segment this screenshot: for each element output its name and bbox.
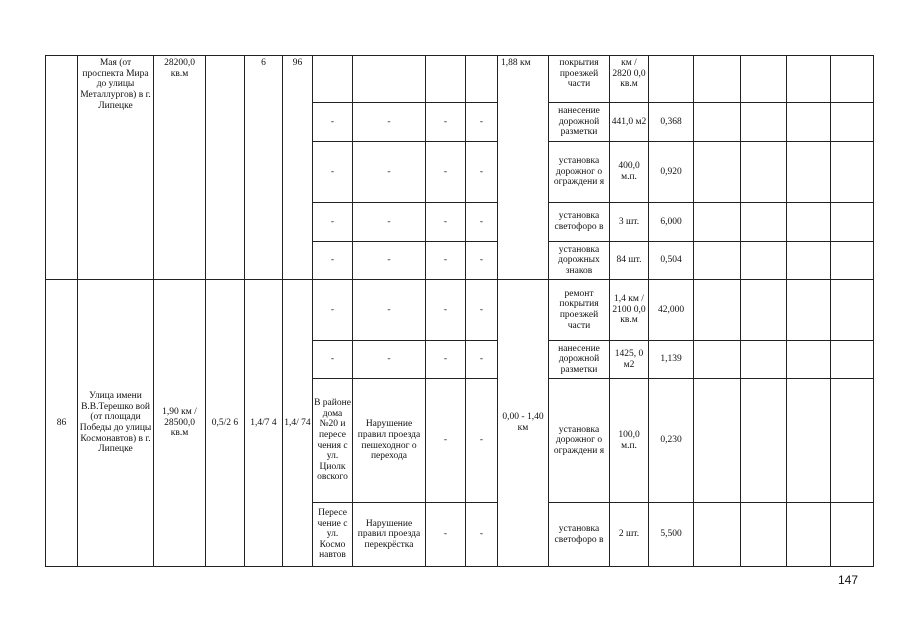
table-cell: нанесение дорожной разметки bbox=[558, 343, 600, 375]
table-cell: установка светофоро в bbox=[554, 211, 604, 232]
table-cell: 1,4 км / 2100 0,0 кв.м bbox=[612, 294, 646, 326]
table-cell: В районе дома №20 и пересе чения с ул. Циолк овского bbox=[314, 398, 351, 483]
table-cell: покрытия проезжей части bbox=[559, 58, 599, 90]
grid-line bbox=[693, 55, 694, 567]
table-cell: 0,230 bbox=[660, 435, 682, 446]
table-cell: - bbox=[479, 435, 484, 446]
grid-line bbox=[786, 55, 787, 567]
table-cell: Мая (от проспекта Мира до улицы Металлургов) в г. Липецке bbox=[80, 58, 151, 111]
table-cell: 1,90 км / 28500,0 кв.м bbox=[162, 407, 197, 439]
table-cell: 0,00 - 1,40 км bbox=[502, 412, 544, 433]
table-cell: 96 bbox=[292, 58, 303, 68]
table-cell: - bbox=[479, 116, 484, 127]
table-cell: Нарушение правил проезда перекрёстка bbox=[357, 518, 421, 550]
table-cell: - bbox=[330, 216, 335, 227]
table-cell: установка светофоро в bbox=[554, 523, 604, 545]
table-cell: установка дорожног о ограждени я bbox=[553, 424, 605, 456]
table-cell: 42,000 bbox=[657, 304, 685, 315]
table-cell: Улица имени В.В.Терешко вой (от площади Победы до улицы Космонавтов) в г. Липецке bbox=[79, 391, 152, 455]
table-cell: - bbox=[479, 166, 484, 177]
table-cell: 1,4/ 74 bbox=[284, 417, 311, 428]
table-cell: - bbox=[330, 304, 335, 315]
table-cell: 5,500 bbox=[660, 529, 682, 540]
table-cell: - bbox=[443, 304, 448, 315]
table-cell: - bbox=[443, 354, 448, 365]
table-cell: Нарушение правил проезда пешеходног о перехода bbox=[357, 419, 421, 462]
table-cell: 1425, 0 м2 bbox=[614, 348, 644, 370]
table-cell: км / 2820 0,0 кв.м bbox=[612, 58, 646, 90]
table-cell: 6 bbox=[261, 58, 266, 68]
table-cell: 0,920 bbox=[660, 166, 682, 177]
table-cell: 1,88 км bbox=[501, 58, 531, 68]
table-cell: - bbox=[387, 216, 391, 227]
table-cell: 100,0 м.п. bbox=[618, 429, 640, 451]
table-cell: 6,000 bbox=[660, 216, 682, 227]
table-cell: - bbox=[330, 116, 335, 127]
table-cell: - bbox=[443, 529, 448, 540]
table-cell: 28200,0 кв.м bbox=[164, 58, 195, 79]
table-cell: 1,139 bbox=[660, 354, 682, 365]
table-cell: - bbox=[330, 354, 335, 365]
grid-line bbox=[740, 55, 741, 567]
table-cell: 86 bbox=[56, 417, 67, 428]
table-cell: - bbox=[330, 255, 335, 266]
grid-line bbox=[45, 566, 874, 567]
table-cell: - bbox=[387, 304, 391, 315]
table-cell: - bbox=[443, 166, 448, 177]
table-cell: 0,5/2 6 bbox=[211, 417, 239, 428]
table-cell: - bbox=[443, 116, 448, 127]
table-cell: - bbox=[330, 166, 335, 177]
table-cell: 0,504 bbox=[660, 255, 682, 266]
table-cell: установка дорожног о ограждени я bbox=[553, 156, 605, 188]
table-cell: - bbox=[479, 216, 484, 227]
table-cell: нанесение дорожной разметки bbox=[558, 106, 600, 138]
table-cell: - bbox=[443, 435, 448, 446]
table-cell: 400,0 м.п. bbox=[618, 161, 640, 182]
table-cell: - bbox=[443, 216, 448, 227]
table-cell: - bbox=[479, 354, 484, 365]
page-number: 147 bbox=[838, 573, 859, 587]
table-cell: - bbox=[479, 529, 484, 540]
table-cell: - bbox=[443, 255, 448, 266]
table-cell: - bbox=[479, 255, 484, 266]
table-cell: - bbox=[387, 166, 391, 177]
table-cell: 3 шт. bbox=[618, 216, 640, 227]
table-cell: Пересе чение с ул. Космо навтов bbox=[317, 507, 348, 561]
table-cell: 0,368 bbox=[660, 116, 682, 127]
table-cell: - bbox=[387, 116, 391, 127]
table-cell: 84 шт. bbox=[616, 255, 642, 266]
table-cell: 2 шт. bbox=[618, 529, 640, 540]
table-cell: 1,4/7 4 bbox=[250, 417, 277, 428]
table-cell: - bbox=[387, 255, 391, 266]
table-cell: - bbox=[387, 354, 391, 365]
table-cell: ремонт покрытия проезжей части bbox=[559, 288, 599, 331]
table-cell: - bbox=[479, 304, 484, 315]
grid-line bbox=[830, 55, 831, 567]
table-cell: установка дорожных знаков bbox=[558, 244, 600, 276]
grid-line bbox=[873, 55, 874, 567]
table-cell: 441,0 м2 bbox=[611, 116, 647, 127]
